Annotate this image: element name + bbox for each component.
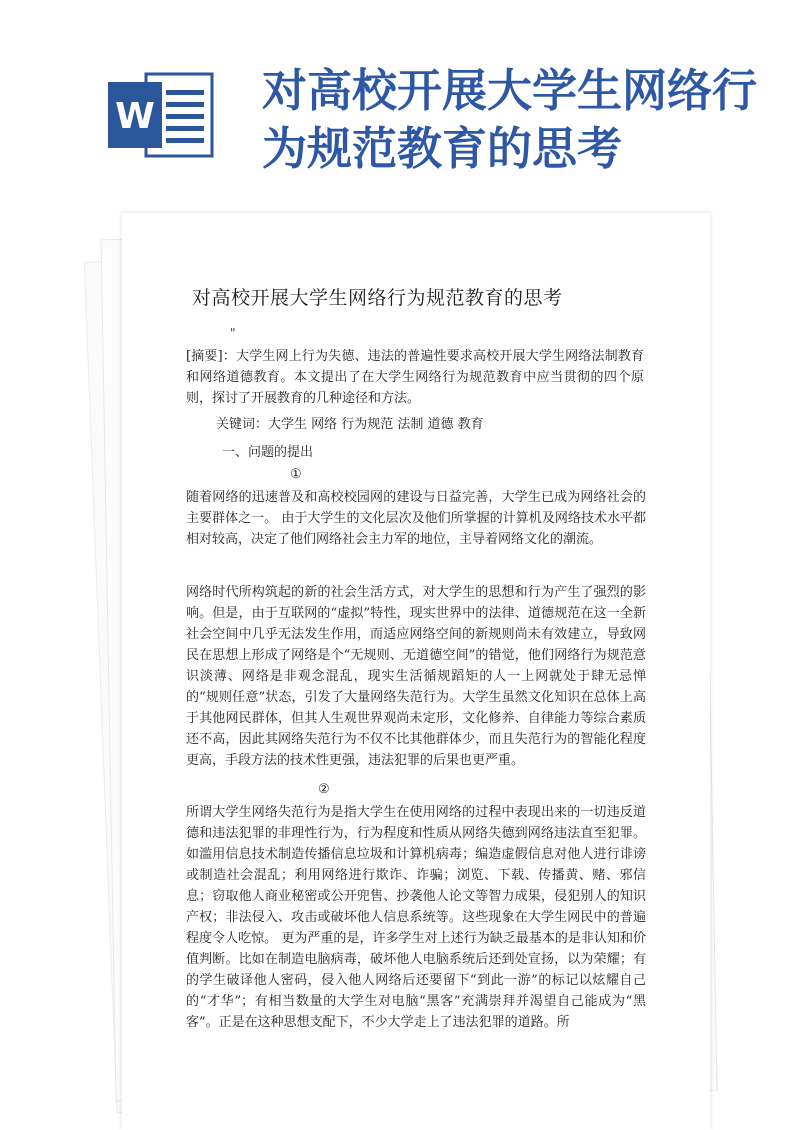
paragraph-3: 所谓大学生网络失范行为是指大学生在使用网络的过程中表现出来的一切违反道德和违法犯罪的非理性行为，行为程度和性质从网络失德到网络违法直至犯罪。如滥用信息技术制造传播信息垃圾和计算机病毒；编造虚假信息对他人进行诽谤或制造社会混乱；利用网络进行欺诈、诈骗；浏览、下载、传播黄、赌、邪信息；窃取他人商业秘密或公开兜售、抄袭他人论文等智力成果，侵犯别人的知识产权；非法侵入、攻击或破坏他人信息系统等。这些现象在大学生网民中的普遍程度令人吃惊。 更为严重的是，许多学生对上述行为缺乏最基本的是非认知和价值判断。比如在制造电脑病毒，破坏他人电脑系统后还到处宣扬，以为荣耀；有的学生破译他人密码，侵入他人网络后还要留下“到此一游”的标记以炫耀自己的“才华”；有相当数量的大学生对电脑“黑客”充满崇拜并渴望自己能成为“黑客”。正是在这种思想支配下，不少大学走上了违法犯罪的道路。所: [186, 805, 646, 1030]
banner: [0, 0, 800, 210]
document-page: [122, 213, 710, 1130]
word-document-icon: [108, 70, 216, 160]
footnote-marker-1: ①: [290, 467, 302, 482]
banner-title: 对高校开展大学生网络行为规范教育的思考: [262, 64, 758, 175]
word-icon-letter: W: [115, 96, 155, 137]
paragraph-2: 网络时代所构筑起的新的社会生活方式，对大学生的思想和行为产生了强烈的影响。但是，由于互联网的“虚拟”特性，现实世界中的法律、道德规范在这一全新社会空间中几乎无法发生作用，而适应网络空间的新规则尚未有效建立，导致网民在思想上形成了网络是个“无规则、无道德空间”的错觉，他们网络行为规范意识淡薄、网络是非观念混乱，现实生活循规蹈矩的人一上网就处于肆无忌惮的“规则任意”状态，引发了大量网络失范行为。大学生虽然文化知识在总体上高于其他网民群体，但其人生观世界观尚未定形，文化修养、自律能力等综合素质还不高，因此其网络失范行为不仅不比其他群体少，而且失范行为的智能化程度更高，手段方法的技术性更强，违法犯罪的后果也更严重。: [186, 585, 646, 768]
paragraph-1: 随着网络的迅速普及和高校校园网的建设与日益完善，大学生已成为网络社会的主要群体之一。 由于大学生的文化层次及他们所掌握的计算机及网络技术水平都相对较高，决定了他们网络社会主力军的地位，主导着网络文化的潮流。: [186, 490, 646, 547]
document-title: 对高校开展大学生网络行为规范教育的思考: [192, 287, 563, 309]
abstract: [摘要]：大学生网上行为失德、违法的普遍性要求高校开展大学生网络法制教育和网络道德教育。本文提出了在大学生网络行为规范教育中应当贯彻的四个原则，探讨了开展教育的几种途径和方法。: [186, 349, 644, 406]
footnote-marker-2: ②: [318, 782, 330, 797]
keywords: 关键词：大学生 网络 行为规范 法制 道德 教育: [216, 417, 484, 432]
section-heading: 一、问题的提出: [222, 445, 314, 460]
quote-mark: ": [230, 326, 236, 340]
